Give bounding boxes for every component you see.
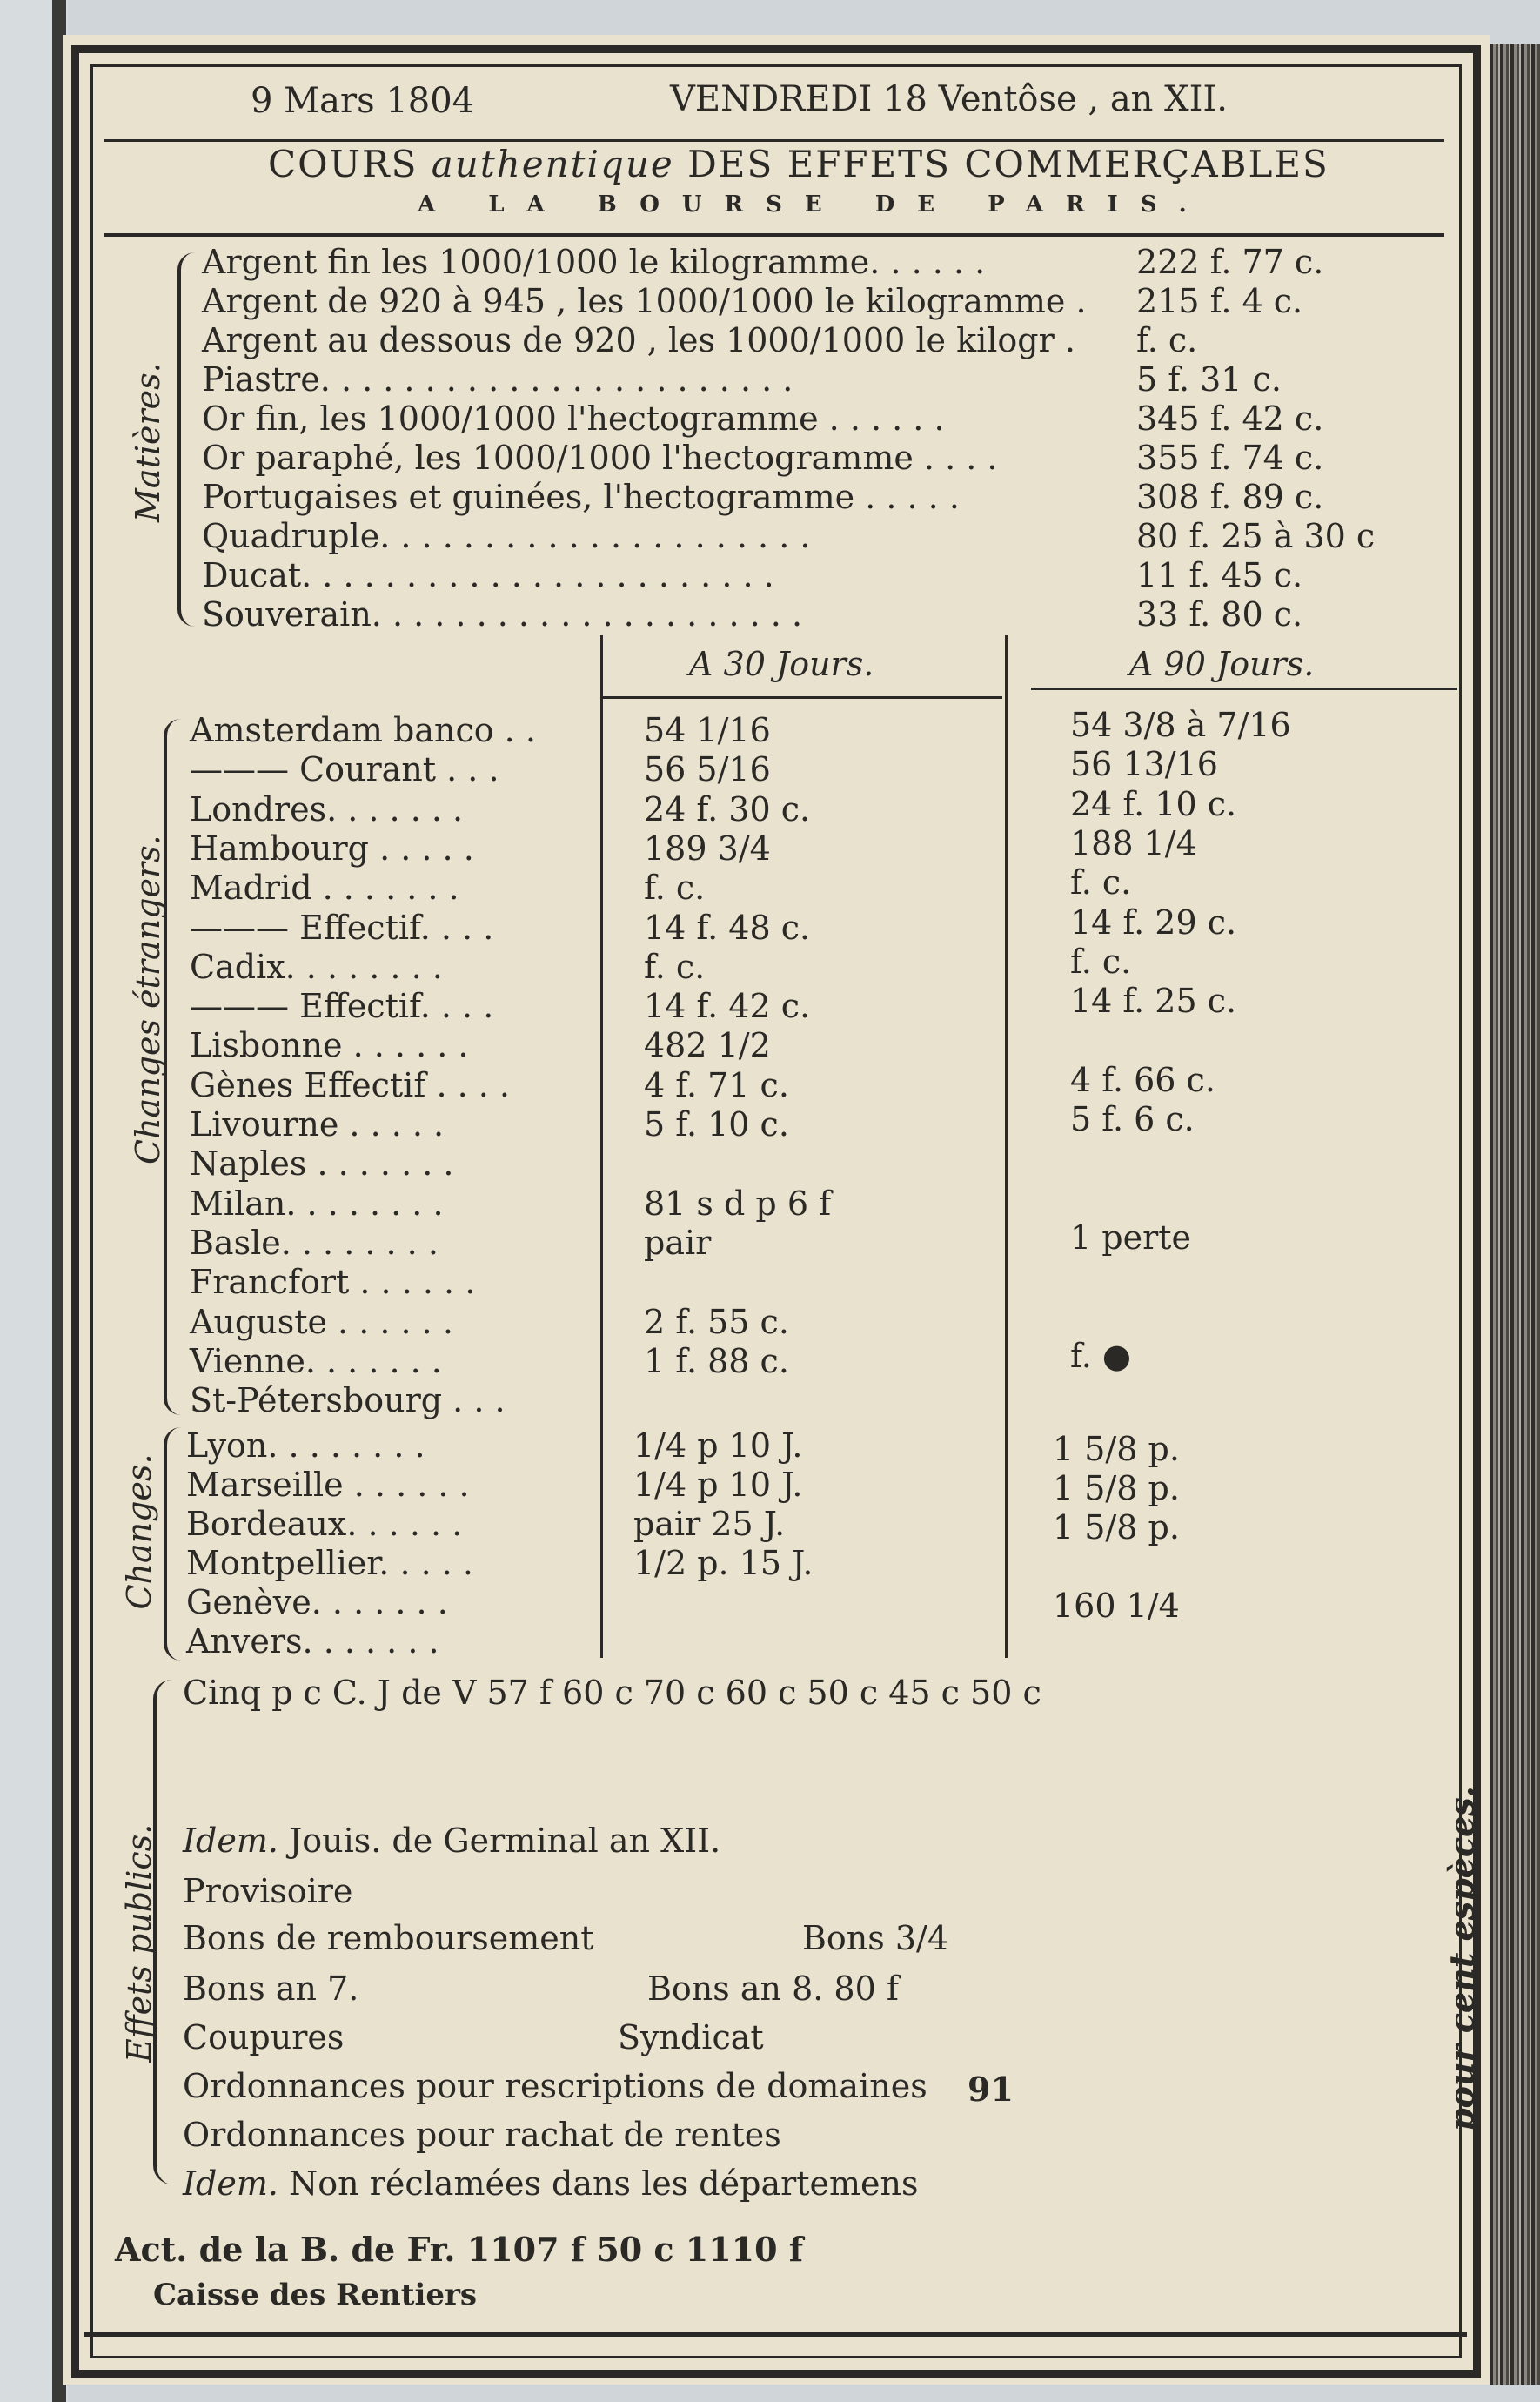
title-cours: COURS xyxy=(268,143,418,185)
col30-header: A 30 Jours. xyxy=(689,645,874,683)
idem-jouis-row xyxy=(183,1822,721,1860)
change-90-jours: 160 1/4 xyxy=(1053,1587,1180,1625)
changes-etrangers-brace xyxy=(164,719,181,1415)
caisse-des-rentiers: Caisse des Rentiers xyxy=(153,2278,478,2312)
ordonnances-rescriptions-value: 91 xyxy=(968,2070,1014,2109)
change-90-jours: 14 f. 25 c. xyxy=(1070,982,1237,1021)
header-rule xyxy=(104,139,1444,142)
change-90-jours: f. c. xyxy=(1070,942,1132,981)
idem-non-text: Non réclamées dans les départemens xyxy=(289,2164,919,2203)
change-place: Amsterdam banco . . xyxy=(190,711,536,749)
bons-remboursement: Bons de remboursement xyxy=(183,1919,594,1957)
title-authentique: authentique xyxy=(431,143,674,185)
header-date: 9 Mars 1804 xyxy=(251,81,475,121)
idem-jouis-text: Jouis. de Germinal an XII. xyxy=(289,1822,721,1860)
change-30-jours: 1/4 p 10 J. xyxy=(633,1466,803,1504)
change-30-jours: f. c. xyxy=(644,869,706,908)
matiere-name: Or fin, les 1000/1000 l'hectogramme . . . . . . xyxy=(202,399,945,438)
pour-cent-side-label: pour cent espèces. xyxy=(1442,1786,1482,2131)
change-place: Lisbonne . . . . . . xyxy=(190,1026,469,1065)
effets-publics-side-label: Effets publics. xyxy=(120,1823,158,2063)
change-place: Anvers. . . . . . . xyxy=(186,1622,439,1661)
change-place: Milan. . . . . . . . xyxy=(190,1184,444,1223)
change-place: Cadix. . . . . . . . xyxy=(190,947,443,986)
change-place: ——— Courant . . . xyxy=(190,750,499,789)
change-30-jours: 1 f. 88 c. xyxy=(644,1341,789,1380)
changes-etrangers-side-label: Changes étrangers. xyxy=(129,835,167,1164)
idem-non-reclamees-row xyxy=(183,2164,919,2203)
header-day xyxy=(670,79,1228,119)
matiere-value: 308 f. 89 c. xyxy=(1136,478,1324,516)
change-30-jours: 189 3/4 xyxy=(644,829,771,868)
matiere-value: 33 f. 80 c. xyxy=(1136,595,1303,634)
change-place: Gènes Effectif . . . . xyxy=(190,1065,511,1104)
change-place: Genève. . . . . . . xyxy=(186,1583,448,1621)
change-place: Marseille . . . . . . xyxy=(186,1466,470,1504)
change-90-jours: 1 5/8 p. xyxy=(1053,1508,1180,1547)
col90-header-rule xyxy=(1031,688,1457,690)
bons-trois-quarts: Bons 3/4 xyxy=(802,1919,949,1957)
change-30-jours: pair xyxy=(644,1223,712,1262)
change-place: Francfort . . . . . . xyxy=(190,1263,476,1302)
change-place: ——— Effectif. . . . xyxy=(190,987,494,1026)
change-90-jours: 14 f. 29 c. xyxy=(1070,902,1237,942)
change-90-jours: f. c. xyxy=(1070,863,1132,902)
matiere-name: Argent au dessous de 920 , les 1000/1000 le kilogr . xyxy=(202,321,1075,359)
change-place: St-Pétersbourg . . . xyxy=(190,1381,506,1420)
change-30-jours: 2 f. 55 c. xyxy=(644,1302,789,1341)
ordonnances-rescriptions: Ordonnances pour rescriptions de domaines xyxy=(183,2067,927,2105)
change-place: Londres. . . . . . . xyxy=(190,789,464,829)
change-90-jours: 1 5/8 p. xyxy=(1053,1430,1180,1468)
change-90-jours: 188 1/4 xyxy=(1070,823,1197,862)
change-30-jours: 56 5/16 xyxy=(644,750,771,789)
bottom-rule xyxy=(84,2332,1467,2337)
idem-jouis-idem: Idem. xyxy=(183,1822,278,1860)
cinq-pour-cent-row: Cinq p c C. J de V 57 f 60 c 70 c 60 c 50 c 45 c 50 c xyxy=(183,1674,1041,1712)
idem-non-idem: Idem. xyxy=(183,2164,278,2203)
matiere-value: 215 f. 4 c. xyxy=(1136,282,1303,320)
change-90-jours: 54 3/8 à 7/16 xyxy=(1070,706,1291,744)
matiere-name: Or paraphé, les 1000/1000 l'hectogramme . . . . xyxy=(202,439,998,477)
change-30-jours: 1/2 p. 15 J. xyxy=(633,1544,814,1582)
matiere-name: Argent de 920 à 945 , les 1000/1000 le kilogramme . xyxy=(202,282,1087,320)
change-30-jours: 54 1/16 xyxy=(644,711,771,749)
matiere-value: 5 f. 31 c. xyxy=(1136,360,1282,399)
title-effets: DES EFFETS COMMERÇABLES xyxy=(687,143,1329,185)
title-rule xyxy=(104,233,1444,237)
change-place: Hambourg . . . . . xyxy=(190,829,474,868)
matiere-name: Piastre. . . . . . . . . . . . . . . . . . . . . . . xyxy=(202,360,793,399)
change-place: ——— Effectif. . . . xyxy=(190,908,494,947)
change-place: Montpellier. . . . . xyxy=(186,1544,473,1582)
coupures: Coupures xyxy=(183,2018,345,2056)
bons-an-8: Bons an 8. 80 f xyxy=(647,1969,899,2008)
changes-side-label: Changes. xyxy=(120,1453,158,1610)
header-day-text: VENDREDI 18 Ventôse , an XII. xyxy=(670,79,1228,119)
syndicat: Syndicat xyxy=(618,2018,764,2056)
change-place: Madrid . . . . . . . xyxy=(190,869,459,908)
change-place: Livourne . . . . . xyxy=(190,1105,445,1144)
change-90-jours: 4 f. 66 c. xyxy=(1070,1060,1215,1099)
actions-banque-france: Act. de la B. de Fr. 1107 f 50 c 1110 f xyxy=(115,2230,804,2269)
change-place: Basle. . . . . . . . xyxy=(190,1223,439,1262)
change-90-jours: 24 f. 10 c. xyxy=(1070,784,1237,823)
matiere-value: 355 f. 74 c. xyxy=(1136,439,1324,477)
change-90-jours: 5 f. 6 c. xyxy=(1070,1100,1195,1138)
change-30-jours: 5 f. 10 c. xyxy=(644,1105,789,1144)
col90-header: A 90 Jours. xyxy=(1129,645,1315,683)
col30-left-rule xyxy=(600,635,603,1658)
change-place: Naples . . . . . . . xyxy=(190,1144,454,1184)
change-30-jours: 81 s d p 6 f xyxy=(644,1184,832,1223)
matiere-name: Ducat. . . . . . . . . . . . . . . . . . . . . . . xyxy=(202,556,774,594)
change-30-jours: 14 f. 48 c. xyxy=(644,908,811,947)
matiere-name: Souverain. . . . . . . . . . . . . . . . . . . . . xyxy=(202,595,803,634)
provisoire-row: Provisoire xyxy=(183,1872,353,1910)
change-30-jours: 482 1/2 xyxy=(644,1026,771,1065)
matiere-value: 11 f. 45 c. xyxy=(1136,556,1303,594)
matiere-value: 80 f. 25 à 30 c xyxy=(1136,517,1376,555)
matieres-brace xyxy=(177,252,195,627)
change-30-jours: 4 f. 71 c. xyxy=(644,1065,789,1104)
change-30-jours: pair 25 J. xyxy=(633,1505,786,1543)
col90-left-rule xyxy=(1005,635,1008,1658)
change-30-jours: 14 f. 42 c. xyxy=(644,987,811,1026)
matieres-side-label: Matières. xyxy=(129,362,167,522)
matiere-name: Portugaises et guinées, l'hectogramme . . . . . xyxy=(202,478,960,516)
ordonnances-rachat: Ordonnances pour rachat de rentes xyxy=(183,2116,781,2154)
change-place: Lyon. . . . . . . . xyxy=(186,1426,425,1465)
change-90-jours: f. ● xyxy=(1070,1336,1132,1375)
change-place: Auguste . . . . . . xyxy=(190,1302,453,1341)
change-place: Bordeaux. . . . . . xyxy=(186,1505,463,1543)
matiere-name: Quadruple. . . . . . . . . . . . . . . . . . . . . xyxy=(202,517,811,555)
change-30-jours: 24 f. 30 c. xyxy=(644,789,811,829)
change-30-jours: 1/4 p 10 J. xyxy=(633,1426,803,1465)
changes-brace xyxy=(164,1427,181,1661)
matiere-value: 345 f. 42 c. xyxy=(1136,399,1324,438)
col30-header-rule xyxy=(602,696,1002,699)
bons-an-7: Bons an 7. xyxy=(183,1969,359,2008)
change-90-jours: 1 perte xyxy=(1070,1218,1191,1257)
matiere-value: 222 f. 77 c. xyxy=(1136,243,1324,281)
page-title xyxy=(268,143,1329,185)
effets-publics-brace xyxy=(153,1680,172,2184)
page-subtitle: A LA BOURSE DE PARIS. xyxy=(418,191,1209,218)
matiere-name: Argent fin les 1000/1000 le kilogramme. . . . . . xyxy=(202,243,986,281)
matiere-value: f. c. xyxy=(1136,321,1198,359)
change-place: Vienne. . . . . . . xyxy=(190,1341,442,1380)
change-30-jours: f. c. xyxy=(644,947,706,986)
change-90-jours: 56 13/16 xyxy=(1070,745,1218,784)
change-90-jours: 1 5/8 p. xyxy=(1053,1469,1180,1507)
